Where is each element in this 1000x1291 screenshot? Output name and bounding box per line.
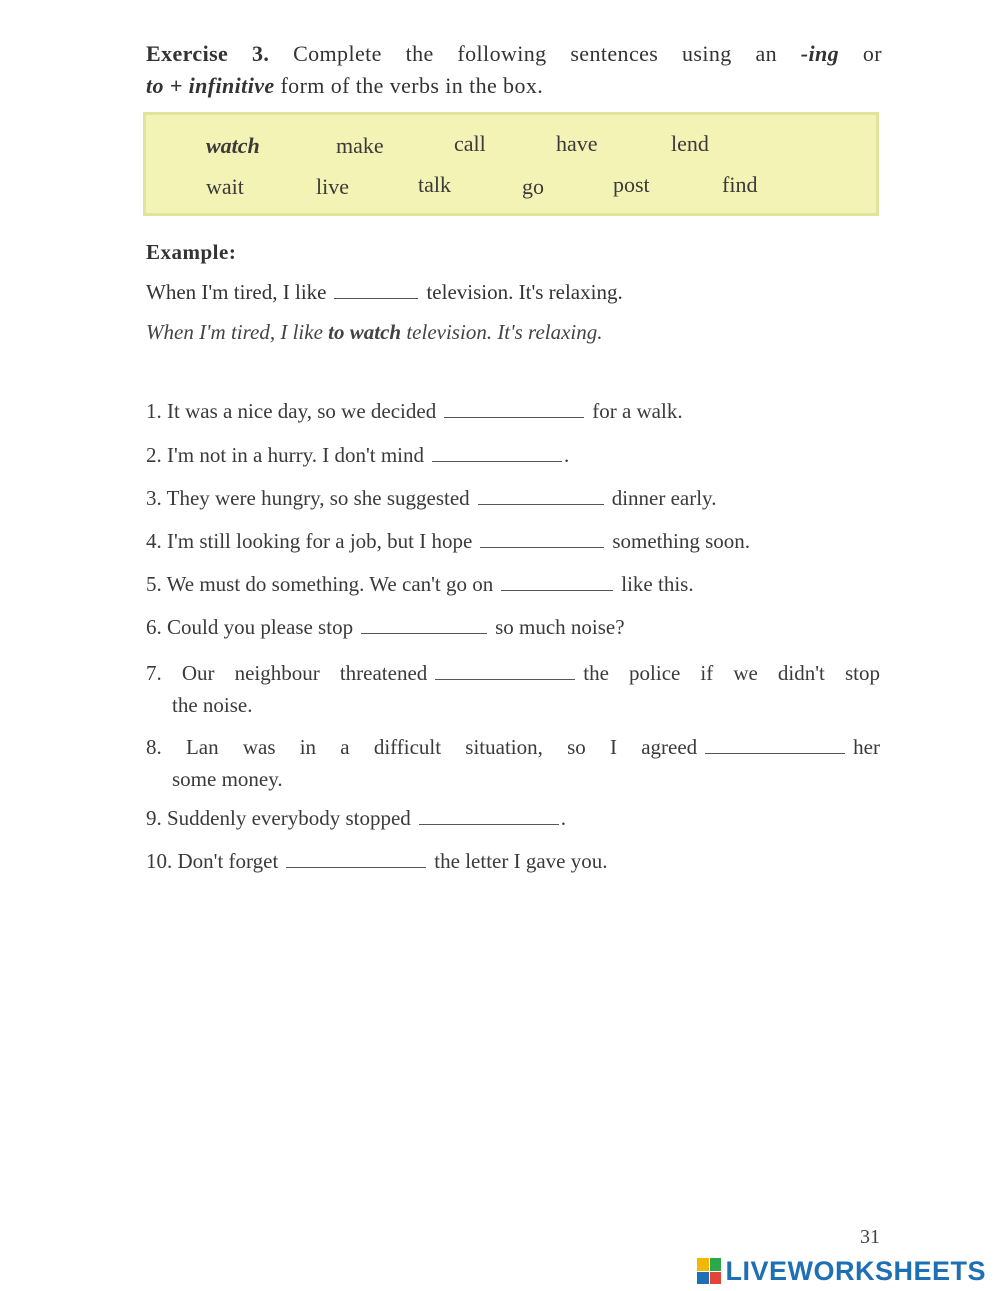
- item-2-after: .: [564, 443, 570, 467]
- item-6: [146, 615, 625, 640]
- item-9: [146, 806, 566, 831]
- item-5-blank[interactable]: [501, 572, 613, 591]
- heading-text-b: form of the verbs in the box.: [280, 73, 544, 98]
- brand-name: LIVEWORKSHEETS: [725, 1255, 986, 1286]
- item-3: [146, 486, 716, 511]
- item-5: [146, 572, 694, 597]
- liveworksheets-icon: [697, 1258, 721, 1284]
- verb-talk: talk: [418, 172, 451, 197]
- item-7-continuation: the noise.: [172, 693, 253, 717]
- item-1-blank[interactable]: [444, 399, 584, 418]
- heading-ing: -ing: [800, 41, 840, 66]
- item-3-before: 3. They were hungry, so she suggested: [146, 486, 470, 510]
- heading-or: or: [862, 41, 882, 66]
- page-number: 31: [860, 1226, 880, 1248]
- exercise-label: Exercise 3.: [146, 41, 270, 66]
- item-7-after: the police if we didn't stop: [583, 661, 880, 685]
- item-3-after: dinner early.: [611, 486, 717, 510]
- item-6-before: 6. Could you please stop: [146, 615, 354, 639]
- example-sentence: [146, 280, 623, 305]
- item-6-blank[interactable]: [361, 615, 487, 634]
- item-9-before: 9. Suddenly everybody stopped: [146, 806, 411, 830]
- verb-have: have: [556, 131, 598, 156]
- item-8-continuation: some money.: [172, 767, 283, 791]
- item-4-after: something soon.: [612, 529, 751, 553]
- verb-post: post: [613, 172, 650, 197]
- item-9-blank[interactable]: [419, 806, 559, 825]
- item-2-blank[interactable]: [432, 443, 562, 462]
- item-7-before: 7. Our neighbour threatened: [146, 661, 428, 685]
- example-answer: [146, 320, 603, 345]
- item-5-after: like this.: [621, 572, 694, 596]
- verb-call: call: [454, 131, 486, 156]
- verb-wait: wait: [206, 174, 244, 199]
- item-5-before: 5. We must do something. We can't go on: [146, 572, 494, 596]
- verb-watch: watch: [206, 133, 260, 158]
- item-9-after: .: [560, 806, 567, 830]
- item-10-before: 10. Don't forget: [146, 849, 279, 873]
- item-4-before: 4. I'm still looking for a job, but I hope: [146, 529, 473, 553]
- verb-make: make: [336, 133, 384, 158]
- item-2: [146, 443, 569, 468]
- item-1-after: for a walk.: [592, 399, 683, 423]
- example-blank: [334, 280, 418, 299]
- item-10: [146, 849, 607, 874]
- verb-find: find: [722, 172, 758, 197]
- verb-lend: lend: [671, 131, 709, 156]
- example-sentence-after: television. It's relaxing.: [426, 280, 623, 304]
- example-sentence-before: When I'm tired, I like: [146, 280, 327, 304]
- verb-live: live: [316, 174, 349, 199]
- item-10-blank[interactable]: [286, 849, 426, 868]
- exercise-heading: [146, 38, 882, 102]
- item-6-after: so much noise?: [495, 615, 625, 639]
- item-3-blank[interactable]: [478, 486, 604, 505]
- item-8: [146, 731, 880, 795]
- item-7: [146, 657, 880, 721]
- item-10-after: the letter I gave you.: [434, 849, 608, 873]
- verb-box: [143, 112, 879, 216]
- item-1: [146, 399, 683, 424]
- example-label: Example:: [146, 240, 237, 264]
- item-4-blank[interactable]: [480, 529, 604, 548]
- item-1-before: 1. It was a nice day, so we decided: [146, 399, 437, 423]
- heading-to-infinitive: to + infinitive: [146, 73, 275, 98]
- example-answer-before: When I'm tired, I like: [146, 320, 323, 344]
- example-answer-bold: to watch: [328, 320, 402, 344]
- liveworksheets-logo[interactable]: [697, 1254, 986, 1288]
- item-2-before: 2. I'm not in a hurry. I don't mind: [146, 443, 425, 467]
- verb-go: go: [522, 174, 544, 199]
- item-8-after: her: [853, 735, 880, 759]
- example-answer-after: television. It's relaxing.: [406, 320, 603, 344]
- item-7-blank[interactable]: [435, 661, 575, 680]
- heading-text-a: Complete the following sentences using an: [293, 41, 778, 66]
- item-8-blank[interactable]: [705, 735, 845, 754]
- item-4: [146, 529, 750, 554]
- item-8-before: 8. Lan was in a difficult situation, so I agreed: [146, 735, 698, 759]
